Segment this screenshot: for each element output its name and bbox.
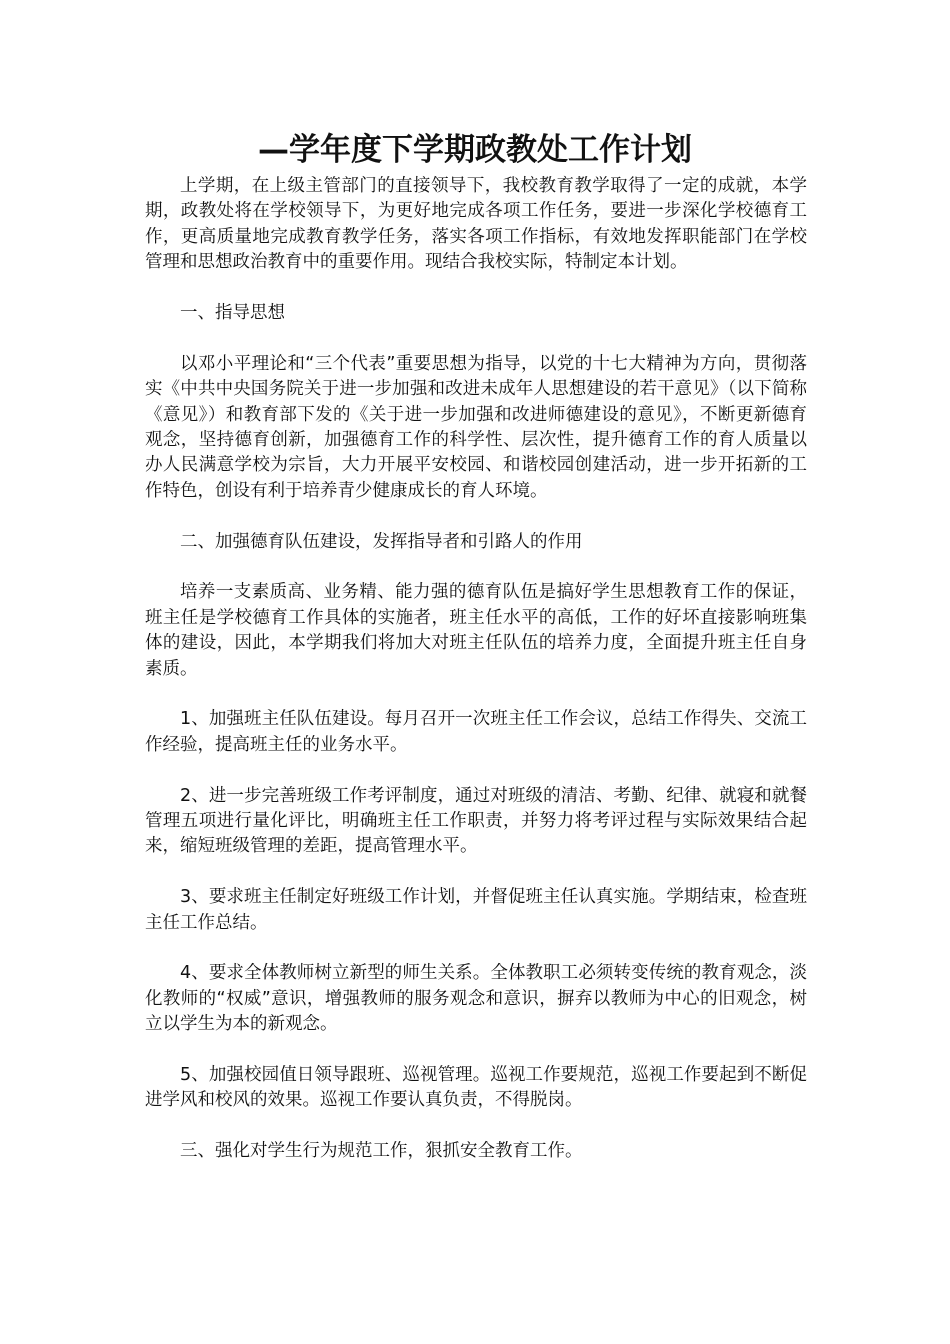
section-heading-moral-team: 二、加强德育队伍建设，发挥指导者和引路人的作用 xyxy=(180,531,583,552)
paragraph-spacer xyxy=(145,504,807,529)
document-title: —学年度下学期政教处工作计划 xyxy=(258,132,692,168)
paragraph-spacer xyxy=(145,758,807,783)
section-heading-student-behavior: 三、强化对学生行为规范工作，狠抓安全教育工作。 xyxy=(180,1141,583,1162)
list-item-2: 2、进一步完善班级工作考评制度，通过对班级的清洁、考勤、纪律、就寝和就餐管理五项进行量化评比，明确班主任工作职责，并努力将考评过程与实际效果结合起来，缩短班级管理的差距，提高管理水平。 xyxy=(145,785,807,857)
paragraph-spacer xyxy=(145,1114,807,1139)
paragraph-spacer xyxy=(145,936,807,961)
paragraph-intro: 上学期，在上级主管部门的直接领导下，我校教育教学取得了一定的成就，本学期，政教处将在学校领导下，为更好地完成各项工作任务，要进一步深化学校德育工作，更高质量地完成教育教学任务，落实各项工作指标，有效地发挥职能部门在学校管理和思想政治教育中的重要作用。现结合我校实际，特制定本计划。 xyxy=(145,176,807,273)
list-item-5: 5、加强校园值日领导跟班、巡视管理。巡视工作要规范，巡视工作要起到不断促进学风和校风的效果。巡视工作要认真负责，不得脱岗。 xyxy=(145,1065,807,1111)
section-heading-guiding-ideology: 一、指导思想 xyxy=(180,303,285,324)
paragraph-spacer xyxy=(145,326,807,351)
document-body xyxy=(145,174,807,1165)
paragraph-spacer xyxy=(145,276,807,301)
paragraph-spacer xyxy=(145,682,807,707)
paragraph-moral-team: 培养一支素质高、业务精、能力强的德育队伍是搞好学生思想教育工作的保证，班主任是学校德育工作具体的实施者，班主任水平的高低，工作的好坏直接影响班集体的建设，因此，本学期我们将加大对班主任队伍的培养力度，全面提升班主任自身素质。 xyxy=(145,582,807,679)
paragraph-spacer xyxy=(145,1038,807,1063)
list-item-3: 3、要求班主任制定好班级工作计划，并督促班主任认真实施。学期结束，检查班主任工作总结。 xyxy=(145,887,807,933)
paragraph-spacer xyxy=(145,860,807,885)
list-item-4: 4、要求全体教师树立新型的师生关系。全体教职工必须转变传统的教育观念，淡化教师的“权威”意识，增强教师的服务观念和意识，摒弃以教师为中心的旧观念，树立以学生为本的新观念。 xyxy=(145,963,807,1035)
list-item-1: 1、加强班主任队伍建设。每月召开一次班主任工作会议，总结工作得失、交流工作经验，提高班主任的业务水平。 xyxy=(145,709,807,755)
paragraph-spacer xyxy=(145,555,807,580)
paragraph-guiding-ideology: 以邓小平理论和“三个代表”重要思想为指导，以党的十七大精神为方向，贯彻落实《中共中央国务院关于进一步加强和改进未成年人思想建设的若干意见》（以下简称《意见》）和教育部下发的《关于进一步加强和改进师德建设的意见》，不断更新德育观念，坚持德育创新，加强德育工作的科学性、层次性，提升德育工作的育人质量以办人民满意学校为宗旨，大力开展平安校园、和谐校园创建活动，进一步开拓新的工作特色，创设有利于培养青少健康成长的育人环境。 xyxy=(145,353,807,501)
